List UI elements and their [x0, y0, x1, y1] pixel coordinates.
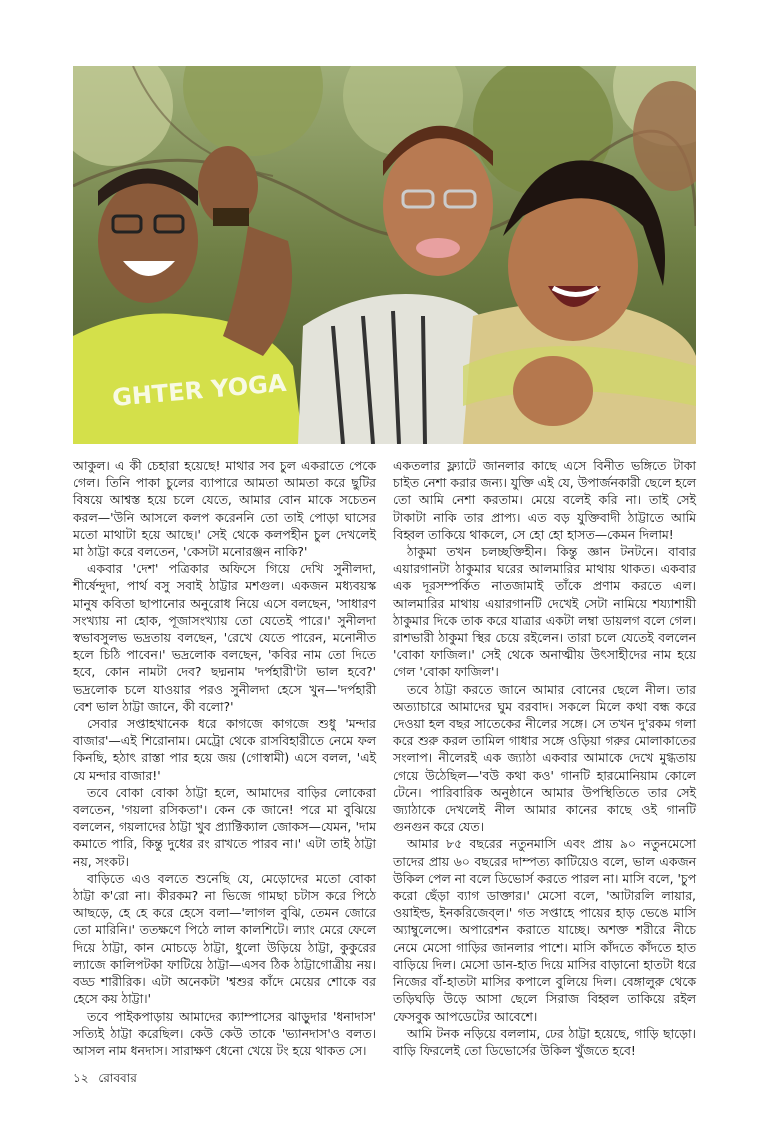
group-photo-icon	[73, 66, 696, 444]
page-folio	[73, 1070, 143, 1090]
shirt-text: GHTER YOGA	[111, 368, 288, 412]
paragraph: আমার ৮৫ বছরের নতুনমাসি এবং প্রায় ৯০ নতুনমেসো তাদের প্রায় ৬০ বছরের দাম্পত্য কাটিয়েও বলে, ভাল একজন উকিল পেল না বলে ডিভোর্স করতে পারল না। মাসি বলে, 'চুপ করো ছেঁড়া ব্যাগ ডাক্তার।' মেসো বলে, 'আটারলি লায়ার, ওয়াইল্ড, ইনকরিজেব্‌ল।' গত সপ্তাহে পায়ের হাড় ভেঙে মাসি অ্যাম্বুলেন্সে। অপারেশন করাতে যাচ্ছে। অশক্ত শরীরে নীচে নেমে মেসো গাড়ির জানলার পাশে। মাসি কাঁদতে কাঁদতে হাত বাড়িয়ে দিল। মেসো ডান-হাত দিয়ে মাসির বাড়ানো হাতটা ধরে নিজের বাঁ-হাতটা মাসির কপালে বুলিয়ে দিল। বেঙ্গালুরু থেকে তড়িঘড়ি উড়ে আসা ছেলে সিরাজ বিহ্বল তাকিয়ে রইল ফেসবুক আপডেটের আবেশে।	[393, 836, 696, 1024]
paragraph: সেবার সপ্তাহখানেক ধরে কাগজে কাগজে শুধু 'মন্দার বাজার'—এই শিরোনাম। মেট্রো থেকে রাসবিহারীতে নেমে ফল কিনছি, হঠাৎ রাস্তা পার হয়ে জয় (গোস্বামী) এসে বলল, 'এই যে মন্দার বাজার!'	[73, 716, 376, 783]
paragraph: তবে পাইকপাড়ায় আমাদের ক্যাম্পাসের ঝাড়ুদার 'ধনাদাস' সত্যিই ঠাট্টা করেছিল। কেউ কেউ তাকে 'ভ্যানদাস'ও বলত। আসল নাম ধনদাস। সারাক্ষণ ধেনো খেয়ে টং হয়ে থাকত সে।	[73, 1008, 376, 1058]
paragraph: বাড়িতে এও বলতে শুনেছি যে, মেড়োদের মতো বোকা ঠাট্টা ক'রো না। কীরকম? না ভিজে গামছা চটাস করে পিঠে আছড়ে, হে হে করে হেসে বলা—'লাগল বুঝি, তেমন জোরে তো মারিনি।' ততক্ষণে পিঠে লাল কালশিটে। ল্যাং মেরে ফেলে দিয়ে ঠাট্টা, কান মোচড়ে ঠাট্টা, ধুলো উড়িয়ে ঠাট্টা, কুকুরের ল্যাজে কালিপটকা ফাটিয়ে ঠাট্টা—এসব ঠিক ঠাট্টাগোত্রীয় নয়। বড্ড শারীরিক। এটা অনেকটা 'শ্বশুর কাঁদে মেয়ের শোকে বর হেসে কয় ঠাট্টা।'	[73, 870, 376, 1007]
group-photo	[73, 66, 696, 444]
article-column-right	[393, 457, 696, 1059]
paragraph: আকুল। এ কী চেহারা হয়েছে! মাথার সব চুল একরাতে পেকে গেল। তিনি পাকা চুলের ব্যাপারে আমতা আমতা করে ছুটির বিষয়ে আশ্বস্ত হয়ে চলে যেতে, আমার বোন মাকে সচেতন করল—'উনি আসলে কলপ করেননি তো তাই পোড়া ঘাসের মতো মাথাটা হয়ে আছে।' সেই থেকে কলপহীন চুল দেখলেই মা ঠাট্টা করে বলতেন, 'কেসটা মনোরঞ্জন নাকি?'	[73, 458, 376, 560]
page-number: ১২	[73, 1071, 89, 1085]
section-name: রোববার	[98, 1071, 137, 1085]
paragraph: ঠাকুমা তখন চলচ্ছক্তিহীন। কিন্তু জ্ঞান টনটনে। বাবার এয়ারগানটা ঠাকুমার ঘরের আলমারির মাথায় থাকত। একবার এক দূরসম্পর্কিত নাতজামাই তাঁকে প্রণাম করতে এল। আলমারির মাথায় এয়ারগানটি দেখেই সেটা নামিয়ে শয্যাশায়ী ঠাকুমার দিকে তাক করে যাত্রার একটা লম্বা ডায়লগ বলে গেল। রাশভারী ঠাকুমা স্থির চেয়ে রইলেন। তারা চলে যেতেই বললেন 'বোকা ফাজিল।' সেই থেকে অনাত্মীয় উৎসাহীদের নাম হয়ে গেল 'বোকা ফাজিল'।	[393, 544, 696, 680]
paragraph: একবার 'দেশ' পত্রিকার অফিসে গিয়ে দেখি সুনীলদা, শীর্ষেন্দুদা, পার্থ বসু সবাই ঠাট্টার মশগুল। একজন মধ্যবয়স্ক মানুষ কবিতা ছাপানোর অনুরোধ নিয়ে এসে বলছেন, 'সাধারণ সংখ্যায় না হোক, পূজাসংখ্যায় তো যেতেই পারে।' সুনীলদা স্বভাবসুলভ ভদ্রতায় বলছেন, 'রেখে যেতে পারেন, মনোনীত হলে চিঠি পাবেন।' ভদ্রলোক বলছেন, 'কবির নাম তো দিতে হবে, কোন নামটা দেব? ছদ্মনাম 'দর্পহারী'টা ভাল হবে?' ভদ্রলোক চলে যাওয়ার পরও সুনীলদা হেসে খুন—'দর্পহারী বেশ ভাল ঠাট্টা জানে, কী বলো?'	[73, 561, 376, 714]
paragraph: তবে ঠাট্টা করতে জানে আমার বোনের ছেলে নীল। তার অত্যাচারে আমাদের ঘুম বরবাদ। সকলে মিলে কথা বন্ধ করে দেওয়া হল বছর সাতেকের নীলের সঙ্গে। সে তখন দু'রকম গলা করে শুরু করল তামিল গাধার সঙ্গে ওড়িয়া গরুর মোলাকাতের সংলাপ। নীলেরই এক জ্যাঠা একবার আমাকে দেখে মুগ্ধতায় গেয়ে উঠেছিল—'বউ কথা কও' গানটি হারমোনিয়াম কোলে টেনে। পারিবারিক অনুষ্ঠানে আমার উপস্থিতিতে তার সেই জ্যাঠাকে দেখলেই নীল আমার কানের কাছে ওই গানটি গুনগুন করে যেত।	[393, 681, 696, 835]
article-column-left	[73, 457, 376, 1059]
paragraph: একতলার ফ্ল্যাটে জানলার কাছে এসে বিনীত ভঙ্গিতে টাকা চাইত নেশা করার জন্য। যুক্তি এই যে, উপার্জনকারী ছেলে হলে তো আমি নেশা করতাম। মেয়ে বলেই করি না। তাই সেই টাকাটা নাকি তার প্রাপ্য। এত বড় যুক্তিবাদী ঠাট্টাতে আমি বিহ্বল তাকিয়ে থাকলে, সে হো হো হাসত—কেমন দিলাম!	[393, 458, 696, 542]
paragraph: আমি টনক নড়িয়ে বললাম, ঢের ঠাট্টা হয়েছে, গাড়ি ছাড়ো। বাড়ি ফিরলেই তো ডিভোর্সের উকিল খুঁজতে হবে!	[393, 1025, 696, 1058]
paragraph: তবে বোকা বোকা ঠাট্টা হলে, আমাদের বাড়ির লোকেরা বলতেন, 'গয়লা রসিকতা'। কেন কে জানে! পরে মা বুঝিয়ে বললেন, গয়লাদের ঠাট্টা খুব প্র্যাক্টিক্যাল জোকস—যেমন, 'দাম কমাতে পারি, কিন্তু দুধের রং রাখতে পারব না।' এটা তাই ঠাট্টা নয়, সংকট।	[73, 784, 376, 869]
